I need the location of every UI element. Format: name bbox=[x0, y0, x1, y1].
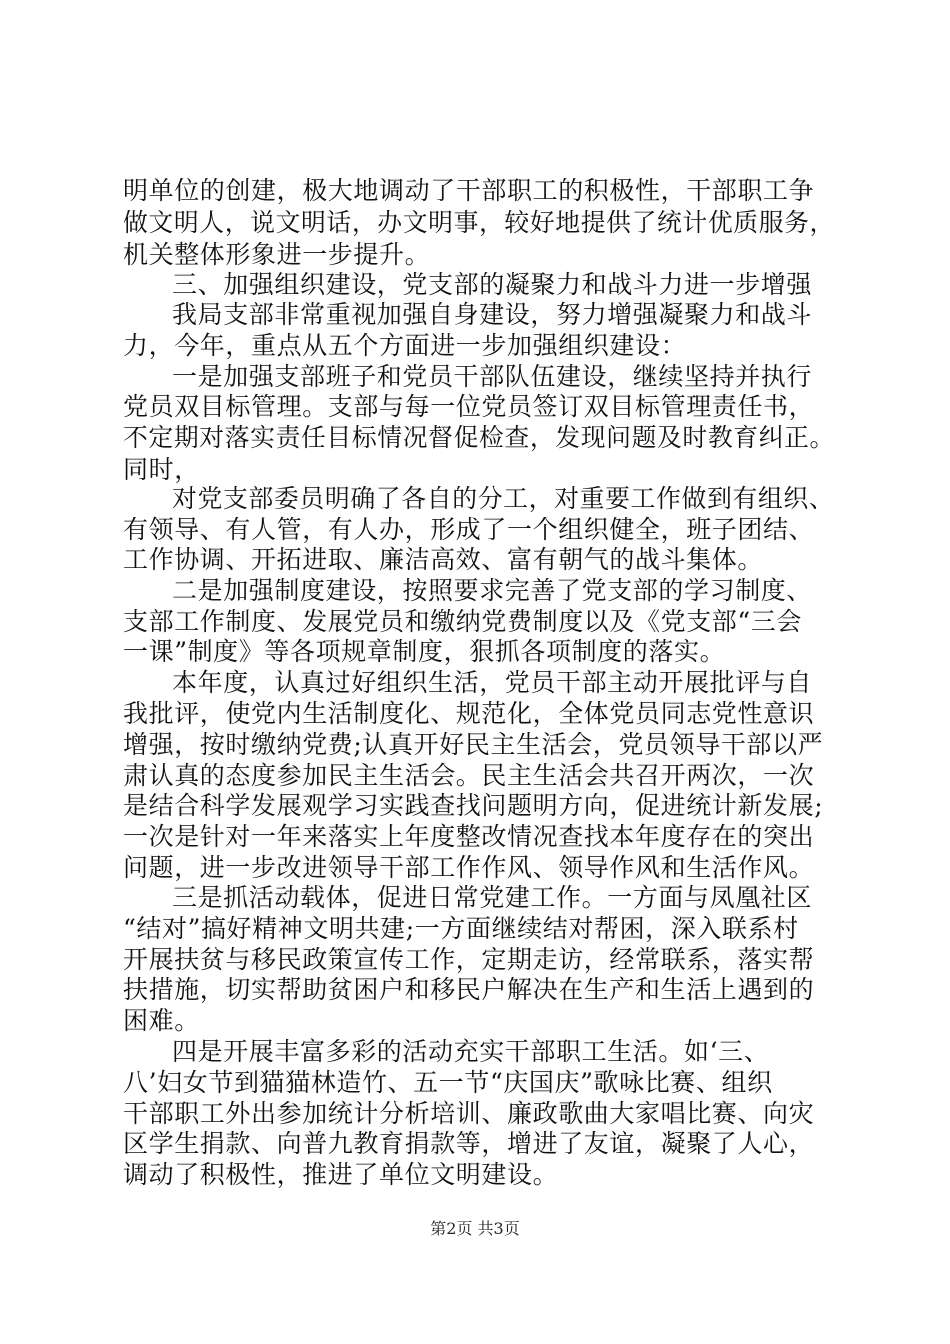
paragraph-line: 有领导、有人管，有人办，形成了一个组织健全，班子团结、 bbox=[123, 515, 815, 544]
paragraph-line: 做文明人，说文明话，办文明事，较好地提供了统计优质服务， bbox=[123, 208, 835, 237]
paragraph-line: 二是加强制度建设，按照要求完善了党支部的学习制度、 bbox=[172, 576, 813, 605]
paragraph-line: 扶措施，切实帮助贫困户和移民户解决在生产和生活上遇到的 bbox=[123, 975, 815, 1004]
paragraph-line: 困难。 bbox=[123, 1006, 200, 1035]
paragraph-line: 一是加强支部班子和党员干部队伍建设，继续坚持并执行 bbox=[172, 362, 813, 391]
paragraph-line: 对党支部委员明确了各自的分工，对重要工作做到有组织、 bbox=[172, 484, 835, 513]
paragraph-line: 八’妇女节到猫猫林造竹、五一节“庆国庆”歌咏比赛、组织 bbox=[123, 1068, 773, 1097]
paragraph-line: 干部职工外出参加统计分析培训、廉政歌曲大家唱比赛、向灾 bbox=[123, 1099, 815, 1128]
paragraph-line: 调动了积极性，推进了单位文明建设。 bbox=[123, 1160, 559, 1189]
paragraph-line: 明单位的创建，极大地调动了干部职工的积极性，干部职工争 bbox=[123, 176, 815, 205]
paragraph-line: 三是抓活动载体，促进日常党建工作。一方面与凤凰社区 bbox=[172, 883, 813, 912]
paragraph-line: 我局支部非常重视加强自身建设，努力增强凝聚力和战斗 bbox=[172, 300, 813, 329]
paragraph-line: 工作协调、开拓进取、廉洁高效、富有朝气的战斗集体。 bbox=[123, 545, 764, 574]
page-number-footer: 第2页 共3页 bbox=[430, 1219, 520, 1238]
paragraph-line: 问题，进一步改进领导干部工作作风、领导作风和生活作风。 bbox=[123, 853, 815, 882]
paragraph-line: 是结合科学发展观学习实践查找问题明方向，促进统计新发展; bbox=[123, 791, 824, 820]
paragraph-line: 支部工作制度、发展党员和缴纳党费制度以及《党支部“三会 bbox=[123, 607, 802, 636]
paragraph-line: “结对”搞好精神文明共建;一方面继续结对帮困，深入联系村 bbox=[123, 914, 799, 943]
paragraph-line: 力，今年，重点从五个方面进一步加强组织建设： bbox=[123, 331, 687, 360]
paragraph-line: 本年度，认真过好组织生活，党员干部主动开展批评与自 bbox=[172, 668, 813, 697]
paragraph-line: 不定期对落实责任目标情况督促检查，发现问题及时教育纠正。 bbox=[123, 423, 835, 452]
paragraph-line: 增强，按时缴纳党费;认真开好民主生活会，党员领导干部以严 bbox=[123, 730, 824, 759]
paragraph-line: 同时， bbox=[123, 455, 200, 484]
paragraph-line: 开展扶贫与移民政策宣传工作，定期走访，经常联系，落实帮 bbox=[123, 945, 815, 974]
paragraph-line: 我批评，使党内生活制度化、规范化，全体党员同志党性意识 bbox=[123, 699, 815, 728]
paragraph-line: 区学生捐款、向普九教育捐款等，增进了友谊，凝聚了人心， bbox=[123, 1129, 815, 1158]
section-heading: 三、加强组织建设，党支部的凝聚力和战斗力进一步增强 bbox=[172, 270, 813, 299]
paragraph-line: 党员双目标管理。支部与每一位党员签订双目标管理责任书， bbox=[123, 392, 815, 421]
paragraph-line: 四是开展丰富多彩的活动充实干部职工生活。如‘三、 bbox=[172, 1037, 770, 1066]
paragraph-line: 机关整体形象进一步提升。 bbox=[123, 240, 431, 269]
paragraph-line: 一课”制度》等各项规章制度，狠抓各项制度的落实。 bbox=[123, 637, 726, 666]
paragraph-line: 肃认真的态度参加民主生活会。民主生活会共召开两次，一次 bbox=[123, 761, 815, 790]
paragraph-line: 一次是针对一年来落实上年度整改情况查找本年度存在的突出 bbox=[123, 822, 815, 851]
